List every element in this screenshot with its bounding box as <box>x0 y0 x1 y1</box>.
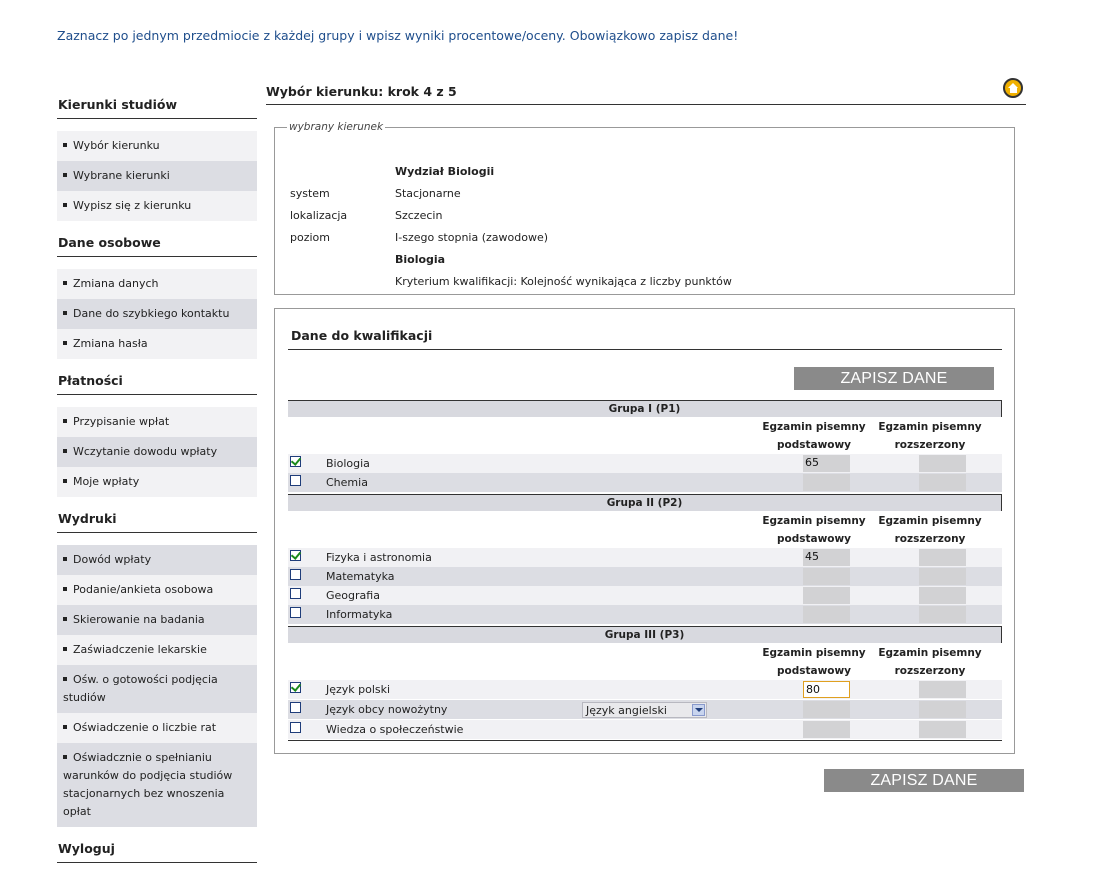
subject-name: Biologia <box>326 457 370 470</box>
subject-name: Fizyka i astronomia <box>326 551 432 564</box>
sidebar-item-osw-gotowosci[interactable]: Ośw. o gotowości podjęcia studiów <box>57 665 257 713</box>
sidebar-item-moje-wplaty[interactable]: Moje wpłaty <box>57 467 257 497</box>
table-row <box>288 567 1002 586</box>
subject-checkbox[interactable] <box>290 607 301 618</box>
score-podstawowy-input[interactable]: 45 <box>803 549 850 566</box>
bullet-icon <box>63 203 67 207</box>
score-podstawowy-input[interactable]: 80 <box>803 681 850 698</box>
table-row <box>288 473 1002 492</box>
score-rozszerzony-input[interactable] <box>919 701 966 718</box>
score-podstawowy-input[interactable] <box>803 568 850 585</box>
sidebar-item-skierowanie[interactable]: Skierowanie na badania <box>57 605 257 635</box>
table-row <box>288 680 1002 699</box>
table-row <box>288 548 1002 567</box>
subject-checkbox[interactable] <box>290 550 301 561</box>
bullet-icon <box>63 479 67 483</box>
col-header-rozszerzony: Egzamin pisemny rozszerzony <box>878 515 982 545</box>
subject-checkbox[interactable] <box>290 588 301 599</box>
score-podstawowy-input[interactable] <box>803 721 850 738</box>
chevron-down-icon[interactable] <box>692 704 705 716</box>
sidebar-section-title: Kierunki studiów <box>57 97 257 119</box>
sidebar-item-zmiana-hasla[interactable]: Zmiana hasła <box>57 329 257 359</box>
system-value: Stacjonarne <box>395 187 461 200</box>
sidebar-section-title: Dane osobowe <box>57 235 257 257</box>
score-rozszerzony-input[interactable] <box>919 681 966 698</box>
title-divider <box>266 104 1026 105</box>
group-header: Grupa II (P2) <box>288 494 1002 511</box>
score-rozszerzony-input[interactable] <box>919 549 966 566</box>
bullet-icon <box>63 677 67 681</box>
subject-name: Informatyka <box>326 608 393 621</box>
subject-checkbox[interactable] <box>290 682 301 693</box>
score-rozszerzony-input[interactable] <box>919 721 966 738</box>
location-value: Szczecin <box>395 209 443 222</box>
subject-checkbox[interactable] <box>290 702 301 713</box>
bullet-icon <box>63 449 67 453</box>
subject-name: Język polski <box>326 683 391 696</box>
selected-field-of-study <box>274 121 1015 295</box>
sidebar <box>57 97 257 875</box>
bullet-icon <box>63 755 67 759</box>
subject-checkbox[interactable] <box>290 569 301 580</box>
bullet-icon <box>63 341 67 345</box>
section-divider <box>288 349 1002 350</box>
sidebar-menu <box>57 131 257 221</box>
col-header-rozszerzony: Egzamin pisemny rozszerzony <box>878 647 982 677</box>
system-label: system <box>290 187 330 200</box>
subject-name: Wiedza o społeczeństwie <box>326 723 464 736</box>
sidebar-item-dowod-wplaty[interactable]: Dowód wpłaty <box>57 545 257 575</box>
score-rozszerzony-input[interactable] <box>919 568 966 585</box>
sidebar-item-zaswiadczenie[interactable]: Zaświadczenie lekarskie <box>57 635 257 665</box>
subject-name: Matematyka <box>326 570 395 583</box>
sidebar-item-wybor-kierunku[interactable]: Wybór kierunku <box>57 131 257 161</box>
col-header-podstawowy: Egzamin pisemny podstawowy <box>762 515 866 545</box>
qualification-criterion: Kryterium kwalifikacji: Kolejność wynikająca z liczby punktów <box>395 275 732 288</box>
save-button-top[interactable]: ZAPISZ DANE <box>794 367 994 390</box>
table-row <box>288 720 1002 739</box>
level-value: I-szego stopnia (zawodowe) <box>395 231 549 244</box>
bullet-icon <box>63 725 67 729</box>
score-rozszerzony-input[interactable] <box>919 587 966 604</box>
section-title: Dane do kwalifikacji <box>291 328 433 343</box>
save-button-bottom[interactable]: ZAPISZ DANE <box>824 769 1024 792</box>
score-podstawowy-input[interactable] <box>803 606 850 623</box>
subject-name: Chemia <box>326 476 368 489</box>
subject-name: Język obcy nowożytny <box>326 703 448 716</box>
score-rozszerzony-input[interactable] <box>919 474 966 491</box>
sidebar-item-dane-kontaktu[interactable]: Dane do szybkiego kontaktu <box>57 299 257 329</box>
logout-link[interactable]: Wyloguj <box>57 841 257 863</box>
sidebar-item-wczytanie-dowodu[interactable]: Wczytanie dowodu wpłaty <box>57 437 257 467</box>
subject-checkbox[interactable] <box>290 722 301 733</box>
group-header: Grupa III (P3) <box>288 626 1002 643</box>
score-podstawowy-input[interactable] <box>803 474 850 491</box>
subject-checkbox[interactable] <box>290 456 301 467</box>
sidebar-item-podanie-ankieta[interactable]: Podanie/ankieta osobowa <box>57 575 257 605</box>
faculty-name: Wydział Biologii <box>395 165 495 178</box>
home-base <box>1010 88 1017 93</box>
score-podstawowy-input[interactable] <box>803 587 850 604</box>
col-header-podstawowy: Egzamin pisemny podstawowy <box>762 421 866 451</box>
group-header: Grupa I (P1) <box>288 400 1002 417</box>
sidebar-item-osw-warunkow[interactable]: Oświadcznie o spełnianiu warunków do podjęcia studiów stacjonarnych bez wnoszenia opłat <box>57 743 257 827</box>
page-title: Wybór kierunku: krok 4 z 5 <box>266 84 457 99</box>
sidebar-item-przypisanie-wplat[interactable]: Przypisanie wpłat <box>57 407 257 437</box>
bullet-icon <box>63 647 67 651</box>
sidebar-item-wypisz-sie[interactable]: Wypisz się z kierunku <box>57 191 257 221</box>
sidebar-menu <box>57 407 257 497</box>
col-header-podstawowy: Egzamin pisemny podstawowy <box>762 647 866 677</box>
bullet-icon <box>63 587 67 591</box>
sidebar-section-title: Wydruki <box>57 511 257 533</box>
bullet-icon <box>63 419 67 423</box>
score-rozszerzony-input[interactable] <box>919 455 966 472</box>
col-header-rozszerzony: Egzamin pisemny rozszerzony <box>878 421 982 451</box>
language-select[interactable]: Język angielski <box>582 702 707 718</box>
bullet-icon <box>63 173 67 177</box>
level-label: poziom <box>290 231 330 244</box>
fieldset-legend: wybrany kierunek <box>289 121 384 133</box>
bullet-icon <box>63 143 67 147</box>
score-rozszerzony-input[interactable] <box>919 606 966 623</box>
subject-name: Geografia <box>326 589 380 602</box>
sidebar-item-osw-liczbie-rat[interactable]: Oświadczenie o liczbie rat <box>57 713 257 743</box>
home-icon[interactable] <box>1003 78 1023 98</box>
bullet-icon <box>63 311 67 315</box>
sidebar-item-zmiana-danych[interactable]: Zmiana danych <box>57 269 257 299</box>
table-bottom-border <box>288 740 1002 741</box>
sidebar-menu <box>57 545 257 827</box>
table-row <box>288 454 1002 473</box>
bullet-icon <box>63 281 67 285</box>
sidebar-menu <box>57 269 257 359</box>
sidebar-item-wybrane-kierunki[interactable]: Wybrane kierunki <box>57 161 257 191</box>
location-label: lokalizacja <box>290 209 348 222</box>
field-name: Biologia <box>395 253 446 266</box>
sidebar-section-title: Płatności <box>57 373 257 395</box>
bullet-icon <box>63 557 67 561</box>
subject-checkbox[interactable] <box>290 475 301 486</box>
qualification-data-panel <box>274 308 1015 754</box>
table-row <box>288 700 1002 719</box>
table-row <box>288 605 1002 624</box>
bullet-icon <box>63 617 67 621</box>
table-row <box>288 586 1002 605</box>
instruction-text: Zaznacz po jednym przedmiocie z każdej grupy i wpisz wyniki procentowe/oceny. Obowiązkowo zapisz dane! <box>57 28 739 43</box>
score-podstawowy-input[interactable] <box>803 701 850 718</box>
score-podstawowy-input[interactable]: 65 <box>803 455 850 472</box>
